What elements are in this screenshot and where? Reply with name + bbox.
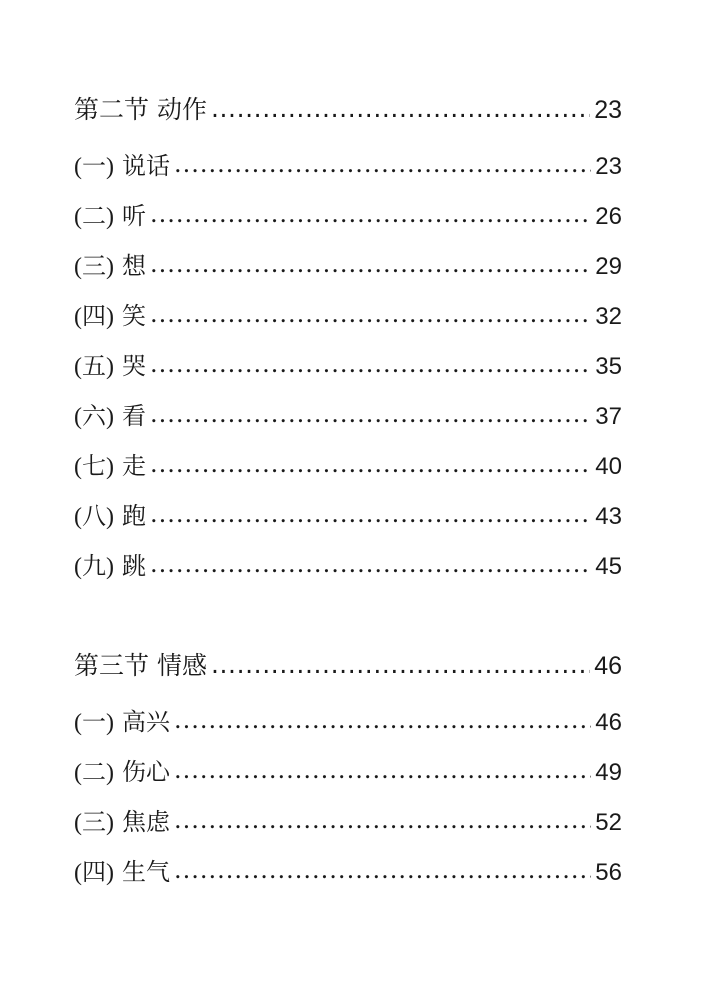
dot-leader [211,649,590,674]
toc-entry-page: 49 [595,759,622,786]
toc-entry[interactable] [74,802,622,837]
toc-entry-number: (一) [74,154,114,180]
toc-entry-number: (八) [74,504,114,530]
toc-entry-number: (五) [74,354,114,380]
dot-leader [150,400,591,424]
toc-entry[interactable] [74,496,622,531]
toc-entry[interactable] [74,346,622,381]
toc-entry[interactable] [74,196,622,231]
toc-entry-number: (二) [74,760,114,786]
dot-leader [150,500,591,524]
toc-entry-title: 说话 [121,152,170,180]
section-heading[interactable] [74,90,622,126]
toc-entry-number: (二) [74,204,114,230]
toc-entry-title: 跳 [121,552,146,580]
dot-leader [174,806,591,830]
toc-entry-title: 高兴 [121,708,170,736]
dot-leader [150,250,591,274]
toc-entry-title: 想 [121,252,146,280]
toc-entry-number: (一) [74,710,114,736]
toc-entry-page: 29 [595,253,622,280]
dot-leader [150,550,591,574]
toc-entry-title: 伤心 [121,758,170,786]
section-heading-page: 23 [594,96,622,124]
toc-entry-title: 跑 [121,502,146,530]
toc-entry-page: 26 [595,203,622,230]
toc-entry-page: 40 [595,453,622,480]
toc-entry[interactable] [74,546,622,581]
dot-leader [150,350,591,374]
toc-entry-number: (四) [74,304,114,330]
toc-entry-title: 走 [121,452,146,480]
toc-entry-page: 37 [595,403,622,430]
toc-entry-page: 52 [595,809,622,836]
toc-entry-title: 焦虑 [121,808,170,836]
toc-entry-page: 45 [595,553,622,580]
dot-leader [174,150,591,174]
section-heading-title: 第三节 情感 [74,651,207,680]
toc-entry-page: 46 [595,709,622,736]
section-heading-title: 第二节 动作 [74,95,207,124]
dot-leader [150,200,591,224]
toc-entry-number: (三) [74,254,114,280]
dot-leader [174,756,591,780]
toc-entry-number: (三) [74,810,114,836]
dot-leader [150,300,591,324]
toc-entry-page: 35 [595,353,622,380]
toc-entry[interactable] [74,146,622,181]
toc-entry-title: 笑 [121,302,146,330]
dot-leader [150,450,591,474]
toc-entry-page: 32 [595,303,622,330]
dot-leader [174,706,591,730]
toc-entry-title: 生气 [121,858,170,886]
toc-entry[interactable] [74,752,622,787]
dot-leader [211,93,590,118]
toc-entry-title: 听 [121,202,146,230]
toc-entry[interactable] [74,296,622,331]
toc-entry-number: (九) [74,554,114,580]
toc-entry-title: 看 [121,402,146,430]
section-heading[interactable] [74,646,622,682]
toc-entry-page: 56 [595,859,622,886]
toc-entry-number: (七) [74,454,114,480]
toc-entry-number: (四) [74,860,114,886]
toc-entry-page: 43 [595,503,622,530]
toc-entry[interactable] [74,246,622,281]
toc-entry[interactable] [74,446,622,481]
section-heading-page: 46 [594,652,622,680]
toc-entry-title: 哭 [121,352,146,380]
toc-entry-number: (六) [74,404,114,430]
toc-entry[interactable] [74,852,622,887]
toc-entry-page: 23 [595,153,622,180]
dot-leader [174,856,591,880]
toc-entry[interactable] [74,702,622,737]
toc-entry[interactable] [74,396,622,431]
